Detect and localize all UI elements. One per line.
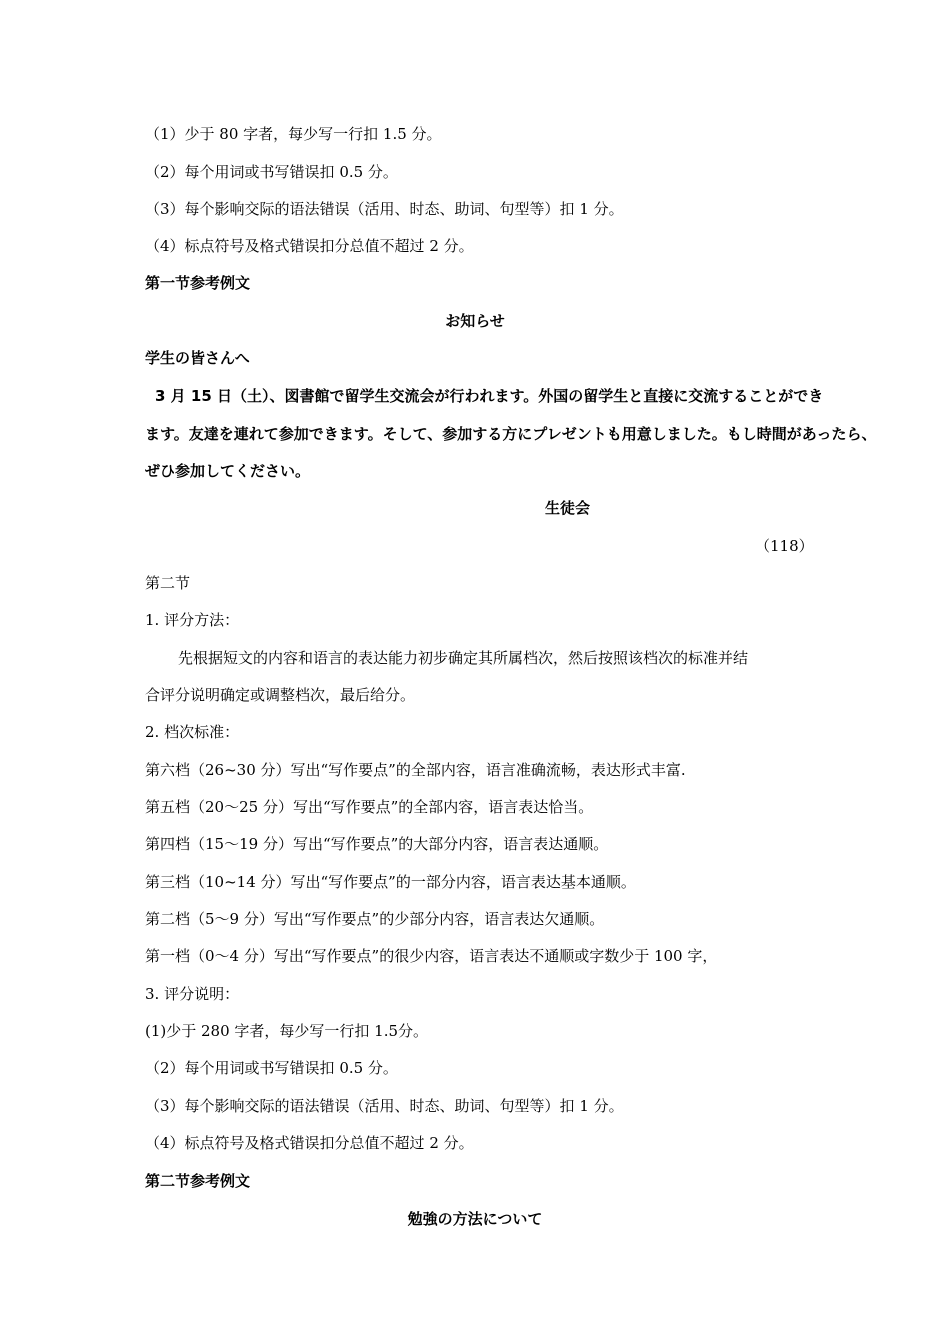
- rule-2: （2）每个用词或书写错误扣 0.5 分。: [145, 163, 398, 181]
- notice-greeting: 学生の皆さんへ: [145, 349, 250, 367]
- rule-3: （3）每个影响交际的语法错误（活用、时态、助词、句型等）扣 1 分。: [145, 200, 624, 218]
- level-3: 第三档（10~14 分）写出“写作要点”的一部分内容，语言表达基本通顺。: [145, 873, 636, 891]
- notice-signature: 生徒会: [545, 499, 591, 517]
- notes-title: 3. 评分说明：: [145, 985, 240, 1003]
- section2-heading: 第二节: [145, 574, 191, 592]
- level-1: 第一档（0～4 分）写出“写作要点”的很少内容，语言表达不通顺或字数少于 100 字，: [145, 947, 718, 965]
- rule-4: （4）标点符号及格式错误扣分总值不超过 2 分。: [145, 237, 474, 255]
- note-4: （4）标点符号及格式错误扣分总值不超过 2 分。: [145, 1134, 474, 1152]
- note-1: (1)少于 280 字者，每少写一行扣 1.5分。: [145, 1022, 429, 1040]
- word-count: （118）: [755, 537, 814, 555]
- sample-essay-title: 勉強の方法について: [407, 1210, 543, 1228]
- method-title: 1. 评分方法：: [145, 611, 240, 629]
- method-text-line-2: 合评分说明确定或调整档次，最后给分。: [145, 686, 416, 704]
- notice-body-line-2: ます。友達を連れて参加できます。そして、参加する方にプレゼントも用意しました。もし時間があったら、: [145, 425, 877, 443]
- levels-title: 2. 档次标准：: [145, 723, 240, 741]
- level-5: 第五档（20～25 分）写出“写作要点”的全部内容，语言表达恰当。: [145, 798, 594, 816]
- section1-sample-heading: 第一节参考例文: [145, 274, 251, 292]
- level-2: 第二档（5～9 分）写出“写作要点”的少部分内容，语言表达欠通顺。: [145, 910, 605, 928]
- note-2: （2）每个用词或书写错误扣 0.5 分。: [145, 1059, 398, 1077]
- notice-body-line-3: ぜひ参加してください。: [145, 462, 311, 480]
- notice-title: お知らせ: [445, 312, 505, 330]
- section2-sample-heading: 第二节参考例文: [145, 1172, 251, 1190]
- notice-body-line-1: 3 月 15 日（土）、図書館で留学生交流会が行われます。外国の留学生と直接に交流することができ: [155, 387, 824, 405]
- rule-1: （1）少于 80 字者，每少写一行扣 1.5 分。: [145, 125, 442, 143]
- method-text-line-1: 先根据短文的内容和语言的表达能力初步确定其所属档次，然后按照该档次的标准并结: [178, 649, 749, 667]
- level-6: 第六档（26~30 分）写出“写作要点”的全部内容，语言准确流畅，表达形式丰富.: [145, 761, 686, 779]
- note-3: （3）每个影响交际的语法错误（活用、时态、助词、句型等）扣 1 分。: [145, 1097, 624, 1115]
- level-4: 第四档（15～19 分）写出“写作要点”的大部分内容，语言表达通顺。: [145, 835, 609, 853]
